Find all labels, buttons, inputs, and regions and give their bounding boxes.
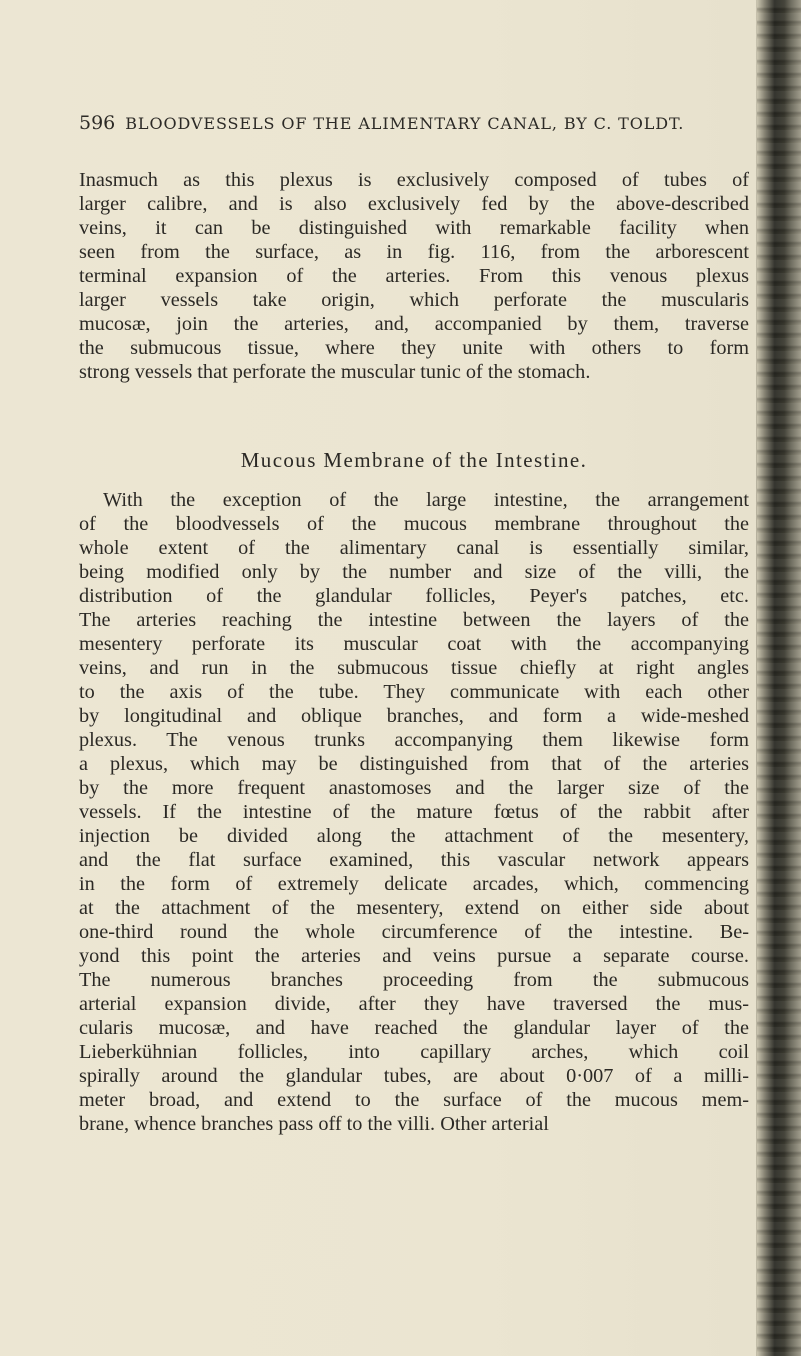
text-line: mesentery perforate its muscular coat with the accompanying: [79, 633, 749, 655]
text-line: strong vessels that perforate the muscular tunic of the stomach.: [79, 361, 591, 383]
page-number: 596: [79, 112, 116, 134]
text-line: veins, it can be distinguished with remarkable facility when: [79, 217, 749, 239]
text-line: vessels. If the intestine of the mature fœtus of the rabbit after: [79, 801, 749, 823]
text-line: to the axis of the tube. They communicate with each other: [79, 681, 749, 703]
text-line: veins, and run in the submucous tissue chiefly at right angles: [79, 657, 749, 679]
text-line: The arteries reaching the intestine between the layers of the: [79, 609, 749, 631]
text-line: at the attachment of the mesentery, extend on either side about: [79, 897, 749, 919]
text-line: yond this point the arteries and veins pursue a separate course.: [79, 945, 749, 967]
text-line: and the flat surface examined, this vascular network appears: [79, 849, 749, 871]
text-line: by the more frequent anastomoses and the larger size of the: [79, 777, 749, 799]
text-line: distribution of the glandular follicles, Peyer's patches, etc.: [79, 585, 749, 607]
text-line: mucosæ, join the arteries, and, accompanied by them, traverse: [79, 313, 749, 335]
text-line: larger vessels take origin, which perforate the muscularis: [79, 289, 749, 311]
text-line: larger calibre, and is also exclusively fed by the above-described: [79, 193, 749, 215]
text-line: cularis mucosæ, and have reached the glandular layer of the: [79, 1017, 749, 1039]
text-line: by longitudinal and oblique branches, and form a wide-meshed: [79, 705, 749, 727]
text-line: brane, whence branches pass off to the villi. Other arterial: [79, 1113, 549, 1135]
text-line: meter broad, and extend to the surface of the mucous mem-: [79, 1089, 749, 1111]
text-line: a plexus, which may be distinguished from that of the arteries: [79, 753, 749, 775]
text-line: plexus. The venous trunks accompanying them likewise form: [79, 729, 749, 751]
text-line: terminal expansion of the arteries. From this venous plexus: [79, 265, 749, 287]
text-line: whole extent of the alimentary canal is essentially similar,: [79, 537, 749, 559]
text-line: injection be divided along the attachment of the mesentery,: [79, 825, 749, 847]
text-line: seen from the surface, as in fig. 116, from the arborescent: [79, 241, 749, 263]
paragraph-1: [79, 168, 749, 384]
text-line: With the exception of the large intestine, the arrangement: [103, 489, 749, 511]
text-line: The numerous branches proceeding from the submucous: [79, 969, 749, 991]
section-heading: Mucous Membrane of the Intestine.: [240, 448, 588, 472]
text-line: being modified only by the number and size of the villi, the: [79, 561, 749, 583]
running-title: BLOODVESSELS OF THE ALIMENTARY CANAL, BY C. TOLDT.: [125, 114, 685, 133]
text-line: Inasmuch as this plexus is exclusively composed of tubes of: [79, 169, 749, 191]
running-header: [79, 112, 739, 134]
text-line: spirally around the glandular tubes, are about 0·007 of a milli-: [79, 1065, 749, 1087]
text-line: arterial expansion divide, after they have traversed the mus-: [79, 993, 749, 1015]
text-line: of the bloodvessels of the mucous membrane throughout the: [79, 513, 749, 535]
text-line: one-third round the whole circumference of the intestine. Be-: [79, 921, 749, 943]
text-line: Lieberkühnian follicles, into capillary arches, which coil: [79, 1041, 749, 1063]
text-line: the submucous tissue, where they unite with others to form: [79, 337, 749, 359]
paragraph-2: [79, 488, 749, 1136]
text-line: in the form of extremely delicate arcades, which, commencing: [79, 873, 749, 895]
book-spine: [757, 0, 801, 1356]
